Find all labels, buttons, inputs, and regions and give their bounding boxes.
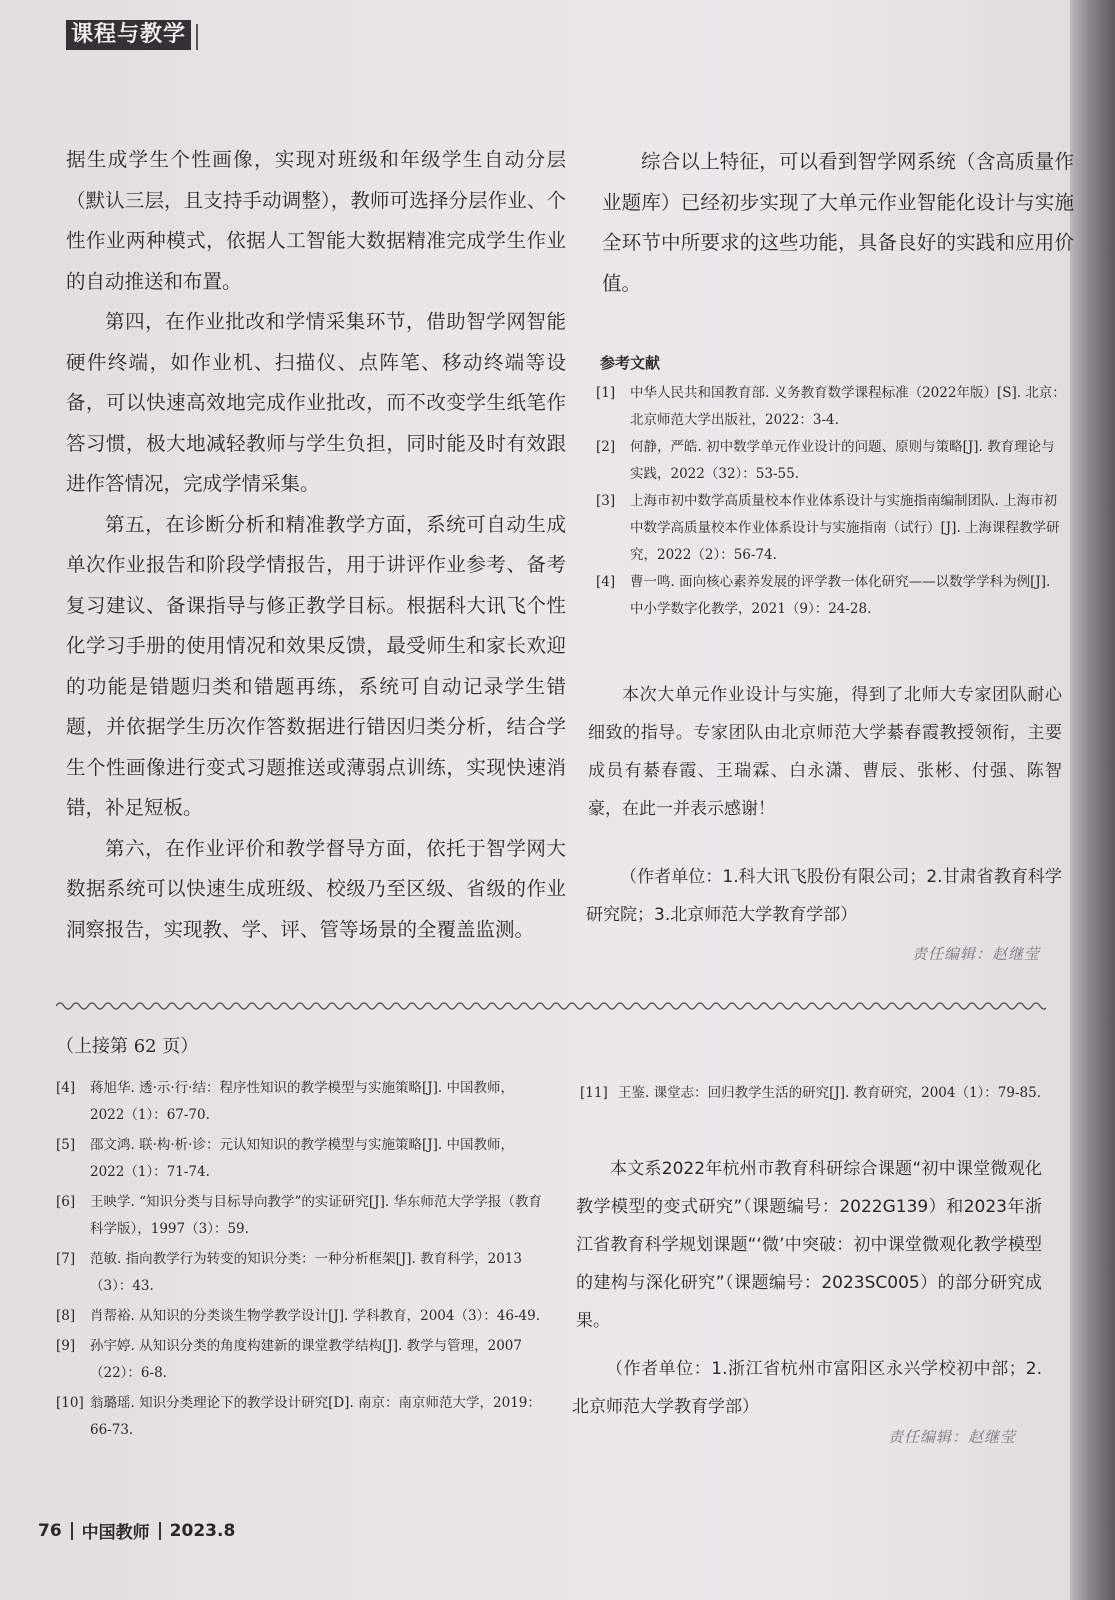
lower-responsible-editor: 责任编辑：赵继莹	[888, 1428, 1017, 1446]
page-binding-edge	[1070, 0, 1115, 1600]
references-title: 参考文献	[600, 354, 661, 372]
paragraph-sixth: 第六，在作业评价和教学督导方面，依托于智学网大数据系统可以快速生成班级、校级乃至区级、省级的作业洞察报告，实现教、学、评、管等场景的全覆盖监测。	[66, 836, 566, 941]
reference-item: [6] 王映学. “知识分类与目标导向教学”的实证研究[J]. 华东师范大学学报（教育科学版），1997（3）：59.	[56, 1194, 542, 1237]
left-column	[66, 140, 566, 950]
summary-paragraph: 综合以上特征，可以看到智学网系统（含高质量作业题库）已经初步实现了大单元作业智能化设计与实施全环节中所要求的这些功能，具备良好的实践和应用价值。	[602, 150, 1074, 295]
author-affiliation: （作者单位：1.科大讯飞股份有限公司；2.甘肃省教育科学研究院；3.北京师范大学教育学部）	[586, 867, 1062, 925]
issue-number: 2023.8	[169, 1520, 236, 1541]
references-list	[596, 380, 1068, 623]
reference-item: [11] 王鉴. 课堂志：回归教学生活的研究[J]. 教育研究，2004（1）：79-85.	[580, 1085, 1042, 1101]
reference-item: [2] 何静，严皓. 初中数学单元作业设计的问题、原则与策略[J]. 教育理论与实践，2022（32）：53-55.	[596, 439, 1055, 482]
reference-item: [4] 曹一鸣. 面向核心素养发展的评学教一体化研究——以数学学科为例[J]. 中小学数字化教学，2021（9）：24-28.	[596, 574, 1051, 617]
reference-item: [7] 范敏. 指向教学行为转变的知识分类：一种分析框架[J]. 教育科学，2013（3）：43.	[56, 1251, 522, 1294]
lower-references-left	[56, 1075, 548, 1444]
reference-item: [8] 肖帮裕. 从知识的分类谈生物学教学设计[J]. 学科教育，2004（3）：46-49.	[56, 1308, 541, 1324]
responsible-editor: 责任编辑：赵继莹	[912, 945, 1041, 963]
wavy-divider	[56, 996, 1046, 1016]
paragraph-continued: 据生成学生个性画像，实现对班级和年级学生自动分层（默认三层，且支持手动调整），教师可选择分层作业、个性作业两种模式，依据人工智能大数据精准完成学生作业的自动推送和布置。	[66, 148, 566, 293]
acknowledgement: 本次大单元作业设计与实施，得到了北师大专家团队耐心细致的指导。专家团队由北京师范大学綦春霞教授领衔，主要成员有綦春霞、王瑞霖、白永潇、曹辰、张彬、付强、陈智豪，在此一并表示感谢！	[588, 685, 1062, 819]
paragraph-fifth: 第五，在诊断分析和精准教学方面，系统可自动生成单次作业报告和阶段学情报告，用于讲评作业参考、备考复习建议、备课指导与修正教学目标。根据科大讯飞个性化学习手册的使用情况和效果反馈，最受师生和家长欢迎的功能是错题归类和错题再练，系统可自动记录学生错题，并依据学生历次作答数据进行错因归类分析，结合学生个性画像进行变式习题推送或薄弱点训练，实现快速消错，补足短板。	[66, 512, 566, 819]
reference-item: [9] 孙宇婷. 从知识分类的角度构建新的课堂教学结构[J]. 教学与管理，2007（22）：6-8.	[56, 1338, 522, 1381]
reference-item: [1] 中华人民共和国教育部. 义务教育数学课程标准（2022年版）[S]. 北京：北京师范大学出版社，2022：3-4.	[596, 385, 1066, 428]
paragraph-fourth: 第四，在作业批改和学情采集环节，借助智学网智能硬件终端，如作业机、扫描仪、点阵笔、移动终端等设备，可以快速高效地完成作业批改，而不改变学生纸笔作答习惯，极大地减轻教师与学生负担，同时能及时有效跟进作答情况，完成学情采集。	[66, 310, 566, 495]
section-header: 课程与教学	[66, 20, 191, 50]
reference-item: [4] 蒋旭华. 透·示·行·结：程序性知识的教学模型与实施策略[J]. 中国教师，2022（1）：67-70.	[56, 1080, 514, 1123]
page-number: 76	[38, 1520, 62, 1541]
funding-note: 本文系2022年杭州市教育科研综合课题“初中课堂微观化教学模型的变式研究”（课题编号：2022G139）和2023年浙江省教育科学规划课题“‘微’中突破：初中课堂微观化教学模型的建构与深化研究”（课题编号：2023SC005）的部分研究成果。	[576, 1159, 1042, 1331]
footer-divider	[159, 1522, 161, 1540]
reference-item: [5] 邵文鸿. 联·构·析·诊：元认知知识的教学模型与实施策略[J]. 中国教师，2022（1）：71-74.	[56, 1137, 514, 1180]
lower-author-affiliation: （作者单位：1.浙江省杭州市富阳区永兴学校初中部；2.北京师范大学教育学部）	[572, 1359, 1042, 1417]
footer-divider	[71, 1522, 73, 1540]
reference-item: [10] 翁璐瑶. 知识分类理论下的教学设计研究[D]. 南京：南京师范大学，2019：66-73.	[56, 1395, 541, 1438]
header-divider	[196, 24, 198, 50]
journal-name: 中国教师	[81, 1523, 150, 1543]
page-footer	[38, 1518, 235, 1543]
continued-note: （上接第 62 页）	[56, 1036, 199, 1057]
reference-item: [3] 上海市初中数学高质量校本作业体系设计与实施指南编制团队. 上海市初中数学高质量校本作业体系设计与实施指南（试行）[J]. 上海课程教学研究，2022（2）：56-74.	[596, 493, 1060, 563]
lower-references-right	[580, 1080, 1050, 1107]
